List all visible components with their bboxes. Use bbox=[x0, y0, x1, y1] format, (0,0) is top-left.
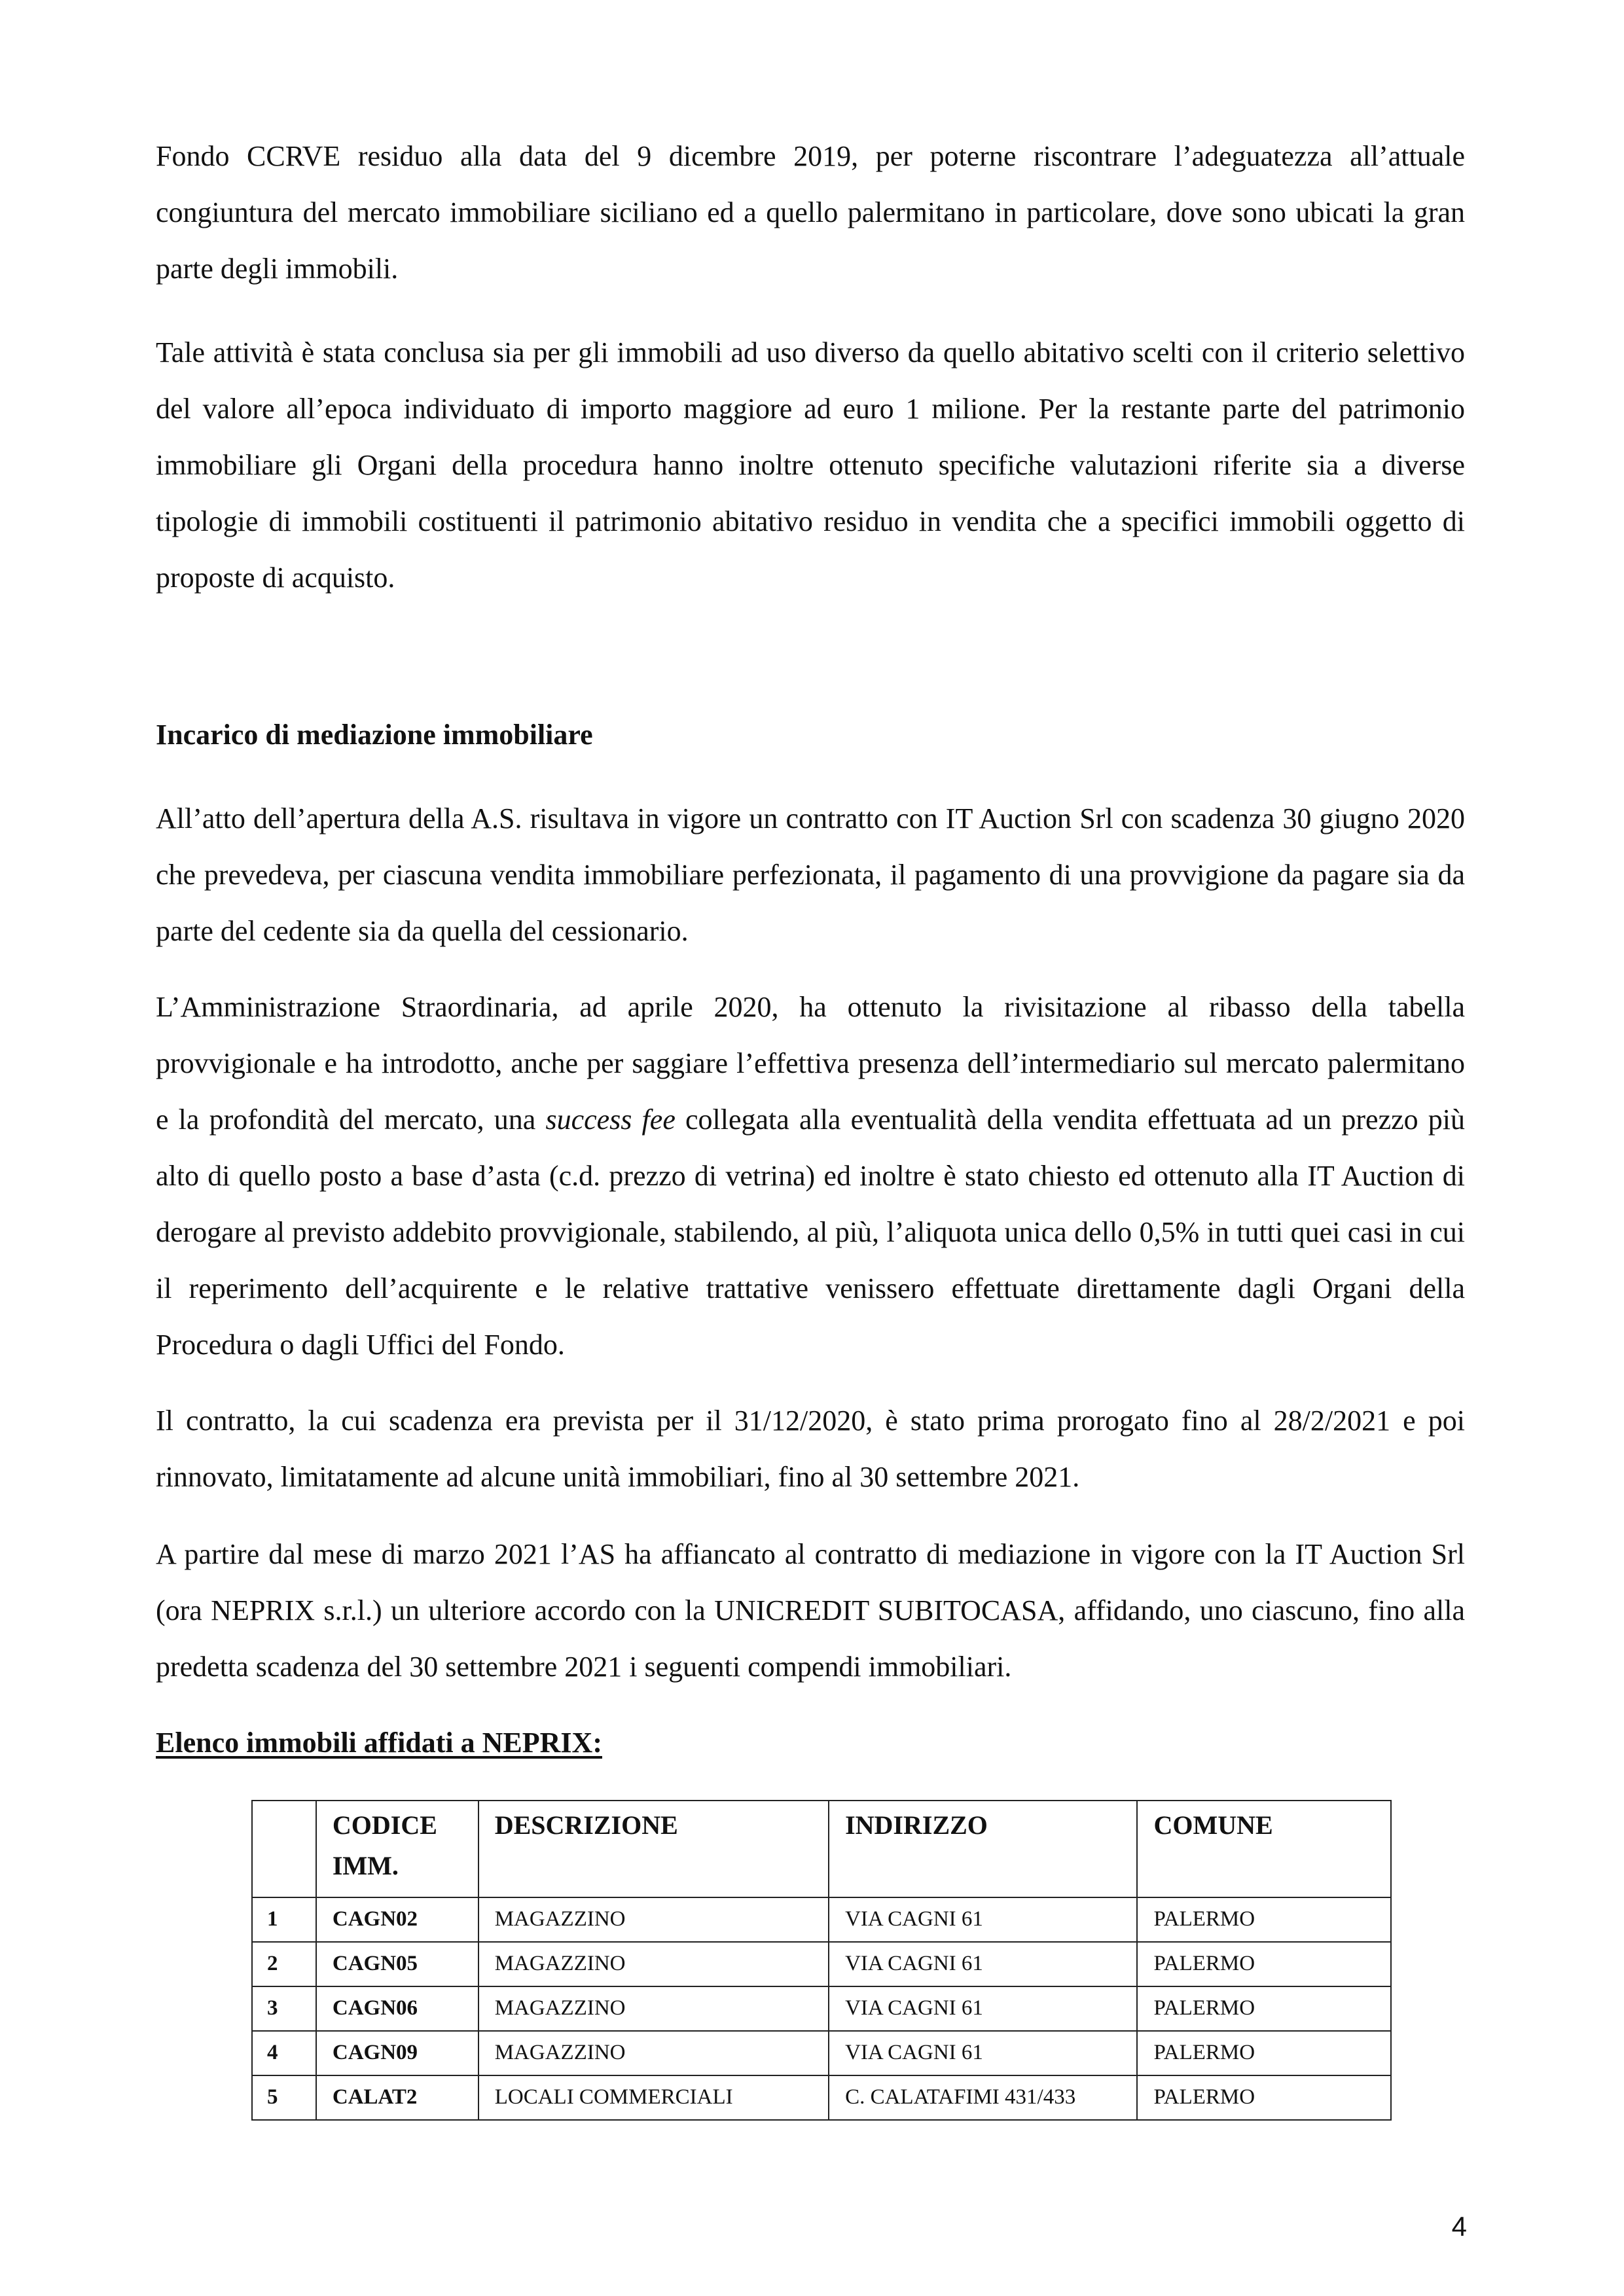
section-heading: Incarico di mediazione immobiliare bbox=[156, 719, 593, 751]
row-number: 1 bbox=[252, 1897, 316, 1942]
row-comune: PALERMO bbox=[1137, 1897, 1391, 1942]
table-row bbox=[252, 1897, 1391, 1942]
row-descrizione: MAGAZZINO bbox=[478, 1897, 829, 1942]
paragraph-text: Il contratto, la cui scadenza era prevista per il 31/12/2020, è stato prima prorogato fino al 28/2/2021 e poi rinnovato, limitatamente ad alcune unità immobiliari, fino al 30 settembre 2021. bbox=[156, 1405, 1465, 1493]
row-comune: PALERMO bbox=[1137, 1986, 1391, 2031]
paragraph-text-part: L’Amministrazione Straordinaria, ad aprile 2020, ha ottenuto la rivisitazione al ribasso della tabella provvigionale e ha introdotto, anche per saggiare l’effettiva presenza dell’intermediario sul mercato palermitano e la profondità del mercato, una bbox=[156, 991, 1465, 1136]
table-header-row bbox=[252, 1801, 1391, 1897]
row-codice: CAGN06 bbox=[316, 1986, 478, 2031]
table-row bbox=[252, 2075, 1391, 2120]
row-indirizzo: VIA CAGNI 61 bbox=[829, 2031, 1137, 2075]
row-descrizione: LOCALI COMMERCIALI bbox=[478, 2075, 829, 2120]
italic-term: success fee bbox=[545, 1103, 676, 1136]
page-number: 4 bbox=[1451, 2211, 1467, 2242]
paragraph-marzo-2021 bbox=[156, 1526, 1465, 1695]
row-number: 2 bbox=[252, 1942, 316, 1986]
paragraph-it-auction bbox=[156, 791, 1465, 960]
paragraph-fondo-residuo bbox=[156, 128, 1465, 297]
section-heading-mediazione bbox=[156, 707, 1465, 763]
paragraph-text: A partire dal mese di marzo 2021 l’AS ha affiancato al contratto di mediazione in vigore con la IT Auction Srl (ora NEPRIX s.r.l.) un ulteriore accordo con la UNICREDIT SUBITOCASA, affidando, uno ciascuno, fino alla predetta scadenza del 30 settembre 2021 i seguenti compendi immobiliari. bbox=[156, 1538, 1465, 1683]
row-indirizzo: VIA CAGNI 61 bbox=[829, 1942, 1137, 1986]
row-descrizione: MAGAZZINO bbox=[478, 1942, 829, 1986]
row-comune: PALERMO bbox=[1137, 2075, 1391, 2120]
table-heading: Elenco immobili affidati a NEPRIX: bbox=[156, 1727, 602, 1759]
table-heading-neprix bbox=[156, 1715, 1465, 1771]
row-comune: PALERMO bbox=[1137, 2031, 1391, 2075]
table-row bbox=[252, 1986, 1391, 2031]
row-descrizione: MAGAZZINO bbox=[478, 1986, 829, 2031]
paragraph-text: Fondo CCRVE residuo alla data del 9 dicembre 2019, per poterne riscontrare l’adeguatezza all’attuale congiuntura del mercato immobiliare siciliano ed a quello palermitano in particolare, dove sono ubicati la gran parte degli immobili. bbox=[156, 140, 1465, 285]
row-indirizzo: C. CALATAFIMI 431/433 bbox=[829, 2075, 1137, 2120]
row-indirizzo: VIA CAGNI 61 bbox=[829, 1897, 1137, 1942]
header-descrizione: DESCRIZIONE bbox=[478, 1801, 829, 1897]
paragraph-amministrazione bbox=[156, 979, 1465, 1373]
table-row bbox=[252, 1942, 1391, 1986]
header-comune: COMUNE bbox=[1137, 1801, 1391, 1897]
paragraph-contratto-scadenza bbox=[156, 1393, 1465, 1505]
row-codice: CALAT2 bbox=[316, 2075, 478, 2120]
header-indirizzo: INDIRIZZO bbox=[829, 1801, 1137, 1897]
row-number: 3 bbox=[252, 1986, 316, 2031]
paragraph-text-part: collegata alla eventualità della vendita effettuata ad un prezzo più alto di quello posto a base d’asta (c.d. prezzo di vetrina) ed inoltre è stato chiesto ed ottenuto alla IT Auction di derogare al previsto addebito provvigionale, stabilendo, al più, l’aliquota unica dello 0,5% in tutti quei casi in cui il reperimento dell’acquirente e le relative trattative venissero effettuate direttamente dagli Organi della Procedura o dagli Uffici del Fondo. bbox=[156, 1103, 1466, 1361]
row-codice: CAGN05 bbox=[316, 1942, 478, 1986]
table-row bbox=[252, 2031, 1391, 2075]
row-codice: CAGN02 bbox=[316, 1897, 478, 1942]
header-codice: CODICE IMM. bbox=[316, 1801, 478, 1897]
row-descrizione: MAGAZZINO bbox=[478, 2031, 829, 2075]
paragraph-attivita-conclusa bbox=[156, 325, 1465, 606]
paragraph-text: All’atto dell’apertura della A.S. risultava in vigore un contratto con IT Auction Srl con scadenza 30 giugno 2020 che prevedeva, per ciascuna vendita immobiliare perfezionata, il pagamento di una provvigione da pagare sia da parte del cedente sia da quella del cessionario. bbox=[156, 802, 1465, 947]
row-codice: CAGN09 bbox=[316, 2031, 478, 2075]
row-comune: PALERMO bbox=[1137, 1942, 1391, 1986]
row-indirizzo: VIA CAGNI 61 bbox=[829, 1986, 1137, 2031]
paragraph-text bbox=[156, 979, 1465, 1373]
header-index bbox=[252, 1801, 316, 1897]
row-number: 4 bbox=[252, 2031, 316, 2075]
paragraph-text: Tale attività è stata conclusa sia per gli immobili ad uso diverso da quello abitativo scelti con il criterio selettivo del valore all’epoca individuato di importo maggiore ad euro 1 milione. Per la restante parte del patrimonio immobiliare gli Organi della procedura hanno inoltre ottenuto specifiche valutazioni riferite sia a diverse tipologie di immobili costituenti il patrimonio abitativo residuo in vendita che a specifici immobili oggetto di proposte di acquisto. bbox=[156, 336, 1465, 594]
immobili-table bbox=[251, 1800, 1392, 2121]
row-number: 5 bbox=[252, 2075, 316, 2120]
